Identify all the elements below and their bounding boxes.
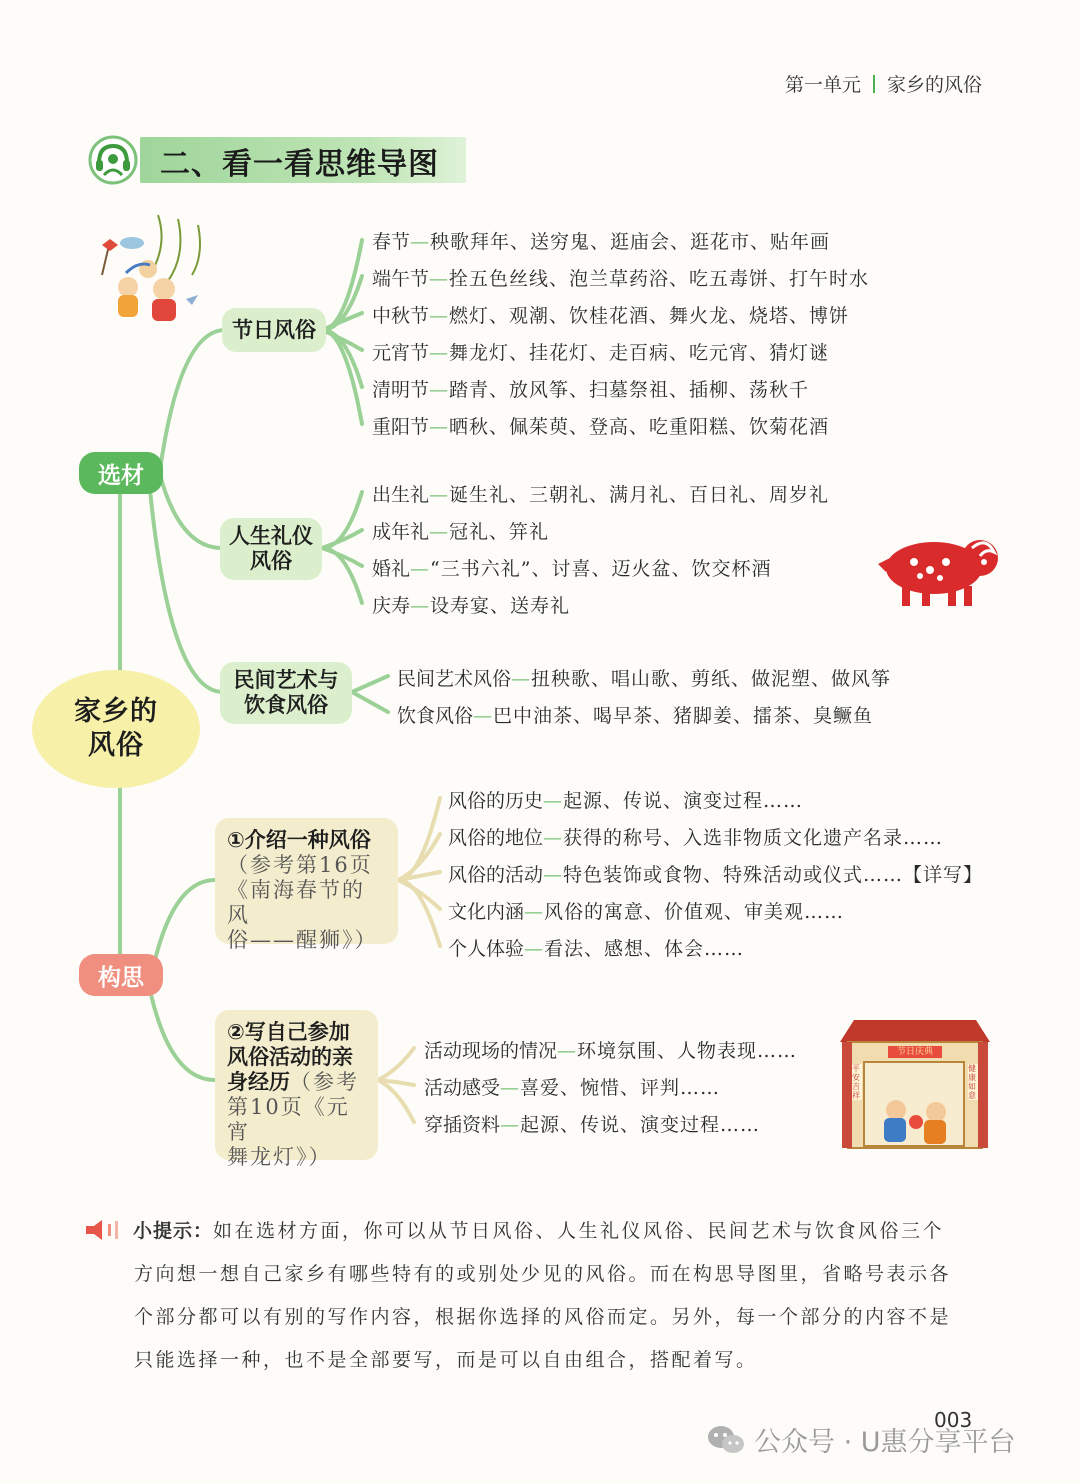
leaf-key: 中秋节 xyxy=(372,305,430,327)
leaf-key: 活动感受 xyxy=(424,1077,501,1099)
leaf-item: 端午节—拴五色丝线、泡兰草药浴、吃五毒饼、打午时水 xyxy=(372,268,870,290)
leaf-item: 清明节—踏青、放风筝、扫墓祭祖、插柳、荡秋千 xyxy=(372,379,810,401)
wechat-icon xyxy=(706,1424,746,1456)
leaf-item: 民间艺术风俗—扭秧歌、唱山歌、剪纸、做泥塑、做风筝 xyxy=(397,668,892,690)
branch-title-line: ②写自己参加 xyxy=(227,1020,350,1044)
speaker-icon xyxy=(84,1218,124,1242)
branch-title-line: 身经历 xyxy=(227,1070,290,1094)
branch-label-line: 风俗 xyxy=(250,549,292,573)
lesson-label: 家乡的风俗 xyxy=(886,74,982,96)
leaf-value: 晒秋、佩茱萸、登高、吃重阳糕、饮菊花酒 xyxy=(449,416,830,438)
branch-label-line: 民间艺术与 xyxy=(233,668,339,692)
branch-ref-line: （参考第16页 xyxy=(227,853,373,877)
root-line-1: 家乡的 xyxy=(74,696,158,727)
shop-couplet-left: 平安吉祥 xyxy=(852,1064,860,1100)
category-gousi: 构思 xyxy=(79,954,163,996)
section-title-text: 二、看一看思维导图 xyxy=(160,147,439,182)
leaf-item: 风俗的活动—特色装饰或食物、特殊活动或仪式……【详写】 xyxy=(448,864,984,886)
category-xuancai: 选材 xyxy=(79,452,163,494)
leaf-value: 获得的称号、入选非物质文化遗产名录…… xyxy=(563,827,944,849)
leaf-item: 活动现场的情况—环境氛围、人物表现…… xyxy=(424,1040,798,1062)
branch-label-line: 人生礼仪 xyxy=(229,524,313,548)
branch-ref-line: 《南海春节的风 xyxy=(227,878,365,927)
leaf-key: 饮食风俗 xyxy=(397,705,474,727)
leaf-item: 中秋节—燃灯、观潮、饮桂花酒、舞火龙、烧塔、博饼 xyxy=(372,305,850,327)
leaf-item: 风俗的历史—起源、传说、演变过程…… xyxy=(448,790,804,812)
branch-ref-line: 俗——醒狮》） xyxy=(227,928,378,952)
leaf-key: 风俗的地位 xyxy=(448,827,544,849)
leaf-value: 看法、感想、体会…… xyxy=(544,938,745,960)
leaf-item: 元宵节—舞龙灯、挂花灯、走百病、吃元宵、猜灯谜 xyxy=(372,342,830,364)
branch-introduce-custom xyxy=(215,818,398,952)
watermark-text: 公众号 · U惠分享平台 xyxy=(754,1427,1016,1458)
leaf-item: 文化内涵—风俗的寓意、价值观、审美观…… xyxy=(448,901,845,923)
page-number: 003 xyxy=(934,1408,973,1432)
leaf-item: 风俗的地位—获得的称号、入选非物质文化遗产名录…… xyxy=(448,827,944,849)
leaf-item: 出生礼—诞生礼、三朝礼、满月礼、百日礼、周岁礼 xyxy=(372,484,830,506)
tip-box xyxy=(84,1210,994,1382)
tip-paragraph xyxy=(134,1210,994,1382)
leaf-key: 清明节 xyxy=(372,379,430,401)
leaf-key: 婚礼 xyxy=(372,558,411,580)
root-line-2: 风俗 xyxy=(88,730,144,761)
leaf-value: 风俗的寓意、价值观、审美观…… xyxy=(544,901,845,923)
branch-festival-customs xyxy=(222,308,326,352)
tip-line: 如在选材方面，你可以从节日风俗、人生礼仪风俗、民间艺术与饮食风俗三个 xyxy=(213,1220,945,1242)
leaf-key: 端午节 xyxy=(372,268,430,290)
tip-label: 小提示： xyxy=(133,1220,214,1242)
tip-line: 只能选择一种，也不是全部要写，而是可以自由组合，搭配着写。 xyxy=(134,1349,758,1371)
leaf-key: 活动现场的情况 xyxy=(424,1040,558,1062)
festival-shop-illustration xyxy=(838,1018,992,1152)
leaf-value: 燃灯、观潮、饮桂花酒、舞火龙、烧塔、博饼 xyxy=(449,305,850,327)
tip-line: 个部分都可以有别的写作内容，根据你选择的风俗而定。另外，每一个部分的内容不是 xyxy=(134,1306,952,1328)
leaf-key: 风俗的历史 xyxy=(448,790,544,812)
leaf-value: 巴中油茶、喝早茶、猪脚姜、擂茶、臭鳜鱼 xyxy=(493,705,874,727)
leaf-key: 出生礼 xyxy=(372,484,430,506)
leaf-value: 扭秧歌、唱山歌、剪纸、做泥塑、做风筝 xyxy=(531,668,892,690)
branch-folk-art-food xyxy=(220,662,352,724)
leaf-item: 活动感受—喜爱、惋惜、评判…… xyxy=(424,1077,721,1099)
leaf-value: 拴五色丝线、泡兰草药浴、吃五毒饼、打午时水 xyxy=(449,268,870,290)
leaf-value: 喜爱、惋惜、评判…… xyxy=(520,1077,721,1099)
branch-ref-line: 第10页《元宵 xyxy=(227,1095,350,1144)
branch-label-line: 节日风俗 xyxy=(232,317,316,342)
leaf-item: 穿插资料—起源、传说、演变过程…… xyxy=(424,1114,761,1136)
leaf-key: 文化内涵 xyxy=(448,901,525,923)
leaf-key: 庆寿 xyxy=(372,595,411,617)
branch-ref-line: 舞龙灯》） xyxy=(227,1145,332,1169)
branch-title-line: ①介绍一种风俗 xyxy=(227,828,371,852)
leaf-value: 起源、传说、演变过程…… xyxy=(563,790,804,812)
leaf-value: 特色装饰或食物、特殊活动或仪式……【详写】 xyxy=(563,864,984,886)
leaf-key: 个人体验 xyxy=(448,938,525,960)
paper-cut-sheep-illustration xyxy=(868,528,1006,608)
leaf-key: 穿插资料 xyxy=(424,1114,501,1136)
leaf-item: 重阳节—晒秋、佩茱萸、登高、吃重阳糕、饮菊花酒 xyxy=(372,416,830,438)
leaf-value: 秧歌拜年、送穷鬼、逛庙会、逛花市、贴年画 xyxy=(430,231,831,253)
leaf-key: 重阳节 xyxy=(372,416,430,438)
leaf-value: 诞生礼、三朝礼、满月礼、百日礼、周岁礼 xyxy=(449,484,830,506)
root-node xyxy=(32,670,200,788)
leaf-item: 饮食风俗—巴中油茶、喝早茶、猪脚姜、擂茶、臭鳜鱼 xyxy=(397,705,874,727)
shop-couplet-right: 健康如意 xyxy=(968,1064,976,1100)
leaf-item: 庆寿—设寿宴、送寿礼 xyxy=(372,595,571,617)
leaf-value: 舞龙灯、挂花灯、走百病、吃元宵、猜灯谜 xyxy=(449,342,830,364)
leaf-key: 风俗的活动 xyxy=(448,864,544,886)
shop-sign: 节日庆典 xyxy=(888,1046,942,1058)
leaf-value: 环境氛围、人物表现…… xyxy=(577,1040,798,1062)
leaf-value: “三书六礼”、讨喜、迈火盆、饮交杯酒 xyxy=(430,558,772,580)
leaf-item: 春节—秧歌拜年、送穷鬼、逛庙会、逛花市、贴年画 xyxy=(372,231,831,253)
leaf-value: 起源、传说、演变过程…… xyxy=(520,1114,761,1136)
leaf-key: 春节 xyxy=(372,231,411,253)
branch-own-experience xyxy=(215,1010,378,1169)
leaf-key: 元宵节 xyxy=(372,342,430,364)
branch-life-ritual-customs xyxy=(220,518,322,580)
leaf-value: 设寿宴、送寿礼 xyxy=(430,595,571,617)
leaf-item: 个人体验—看法、感想、体会…… xyxy=(448,938,745,960)
leaf-item: 成年礼—冠礼、笄礼 xyxy=(372,521,550,543)
branch-ref-line: （参考 xyxy=(290,1070,359,1094)
unit-label: 第一单元 xyxy=(784,74,861,96)
branch-label-line: 饮食风俗 xyxy=(244,693,328,717)
leaf-key: 民间艺术风俗 xyxy=(397,668,512,690)
kids-kite-illustration xyxy=(88,215,216,327)
watermark xyxy=(706,1420,1016,1459)
leaf-key: 成年礼 xyxy=(372,521,430,543)
leaf-value: 冠礼、笄礼 xyxy=(449,521,550,543)
tip-line: 方向想一想自己家乡有哪些特有的或别处少见的风俗。而在构思导图里，省略号表示各 xyxy=(134,1263,952,1285)
leaf-item: 婚礼—“三书六礼”、讨喜、迈火盆、饮交杯酒 xyxy=(372,558,772,580)
leaf-value: 踏青、放风筝、扫墓祭祖、插柳、荡秋千 xyxy=(449,379,810,401)
branch-title-line: 风俗活动的亲 xyxy=(227,1045,353,1069)
